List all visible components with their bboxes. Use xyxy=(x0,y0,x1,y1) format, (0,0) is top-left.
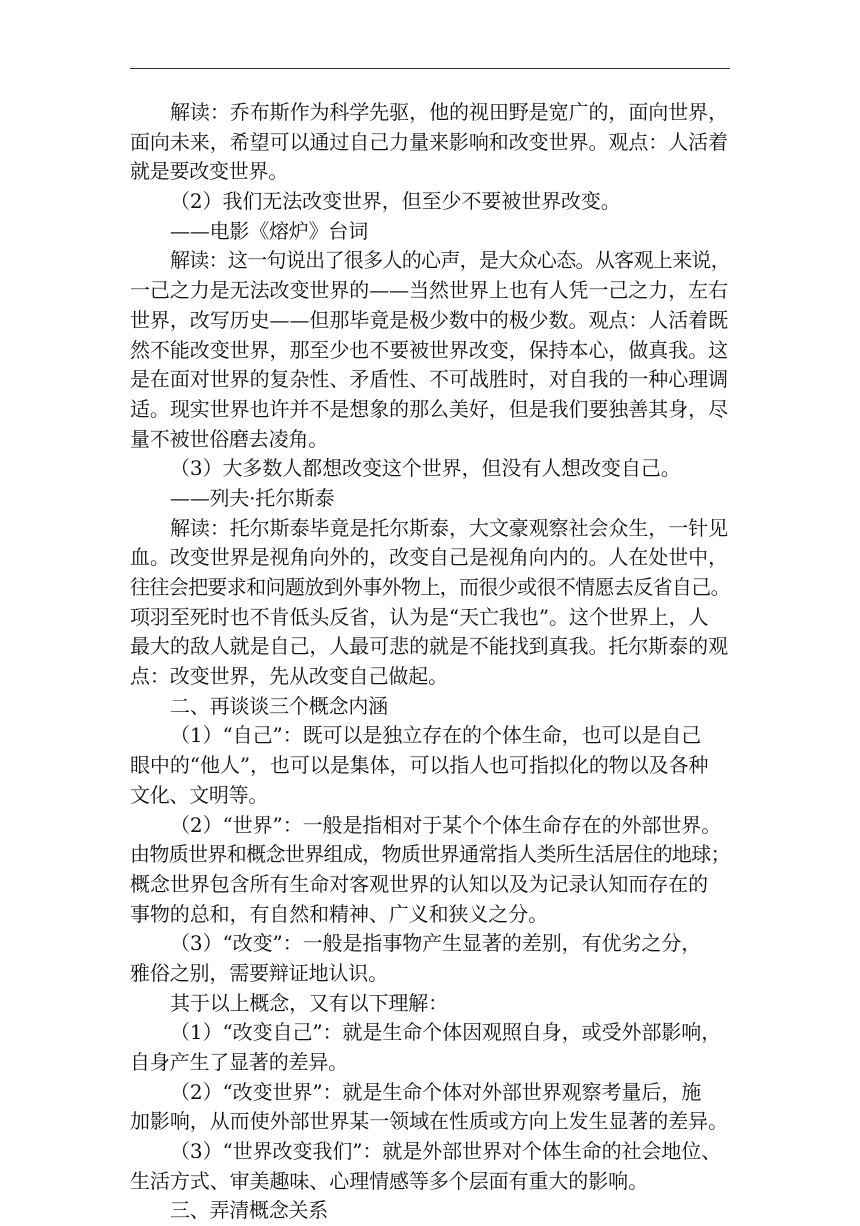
paragraph-line: 生活方式、审美趣味、心理情感等多个层面有重大的影响。 xyxy=(130,1168,648,1193)
paragraph-line-indented: 解读：乔布斯作为科学先驱，他的视田野是宽广的，面向世界， xyxy=(170,100,728,124)
paragraph-line-indented: （2）“世界”：一般是指相对于某个个体生命存在的外部世界。 xyxy=(170,812,722,837)
paragraph-line: 量不被世俗磨去凌角。 xyxy=(130,426,328,451)
paragraph-line: 就是要改变世界。 xyxy=(130,159,288,184)
paragraph-line: 事物的总和，有自然和精神、广义和狭义之分。 xyxy=(130,901,548,926)
paragraph-line-indented: 解读：这一句说出了很多人的心声，是大众心态。从客观上来说， xyxy=(170,248,730,273)
paragraph-line-indented: （3）“世界改变我们”：就是外部世界对个体生命的社会地位、 xyxy=(170,1139,722,1164)
paragraph-line: 是在面对世界的复杂性、矛盾性、不可战胜时，对自我的一种心理调 xyxy=(130,367,728,392)
paragraph-line-indented: ——列夫·托尔斯泰 xyxy=(170,485,335,510)
paragraph-line: 加影响，从而使外部世界某一领域在性质或方向上发生显著的差异。 xyxy=(130,1109,728,1134)
paragraph-line: 面向未来，希望可以通过自己力量来影响和改变世界。观点：人活着 xyxy=(130,129,728,154)
paragraph-line: 然不能改变世界，那至少也不要被世界改变，保持本心，做真我。这 xyxy=(130,337,728,362)
header-rule xyxy=(130,68,730,69)
paragraph-line-indented: （2）“改变世界”：就是生命个体对外部世界观察考量后，施 xyxy=(170,1079,702,1104)
paragraph-line: 往往会把要求和问题放到外事外物上，而很少或很不情愿去反省自己。 xyxy=(130,575,730,599)
paragraph-line: 世界，改写历史——但那毕竟是极少数中的极少数。观点：人活着既 xyxy=(130,307,728,332)
paragraph-line: 血。改变世界是视角向外的，改变自己是视角向内的。人在处世中， xyxy=(130,545,728,570)
paragraph-line: 眼中的“他人”，也可以是集体，可以指人也可指拟化的物以及各种 xyxy=(130,753,709,778)
paragraph-line: 适。现实世界也许并不是想象的那么美好，但是我们要独善其身，尽 xyxy=(130,396,728,421)
paragraph-line-indented: （2）我们无法改变世界，但至少不要被世界改变。 xyxy=(170,189,621,214)
paragraph-line: 概念世界包含所有生命对客观世界的认知以及为记录认知而存在的 xyxy=(130,871,708,896)
paragraph-line-indented: 解读：托尔斯泰毕竟是托尔斯泰，大文豪观察社会众生，一针见 xyxy=(170,515,728,540)
paragraph-line-indented: （1）“自己”：既可以是独立存在的个体生命，也可以是自己 xyxy=(170,723,702,748)
paragraph-line-indented: 二、再谈谈三个概念内涵 xyxy=(170,693,388,718)
paragraph-line: 雅俗之别，需要辩证地认识。 xyxy=(130,960,388,985)
paragraph-line-indented: （1）“改变自己”：就是生命个体因观照自身，或受外部影响， xyxy=(170,1020,722,1045)
paragraph-line: 由物质世界和概念世界组成，物质世界通常指人类所生活居住的地球； xyxy=(130,842,730,867)
paragraph-line: 文化、文明等。 xyxy=(130,782,268,807)
paragraph-line-indented: （3）大多数人都想改变这个世界，但没有人想改变自己。 xyxy=(170,456,681,481)
paragraph-line: 最大的敌人就是自己，人最可悲的就是不能找到真我。托尔斯泰的观 xyxy=(130,634,728,659)
paragraph-line: 点：改变世界，先从改变自己做起。 xyxy=(130,664,448,689)
document-body xyxy=(130,98,732,1226)
paragraph-line-indented: ——电影《熔炉》台词 xyxy=(170,218,368,243)
paragraph-line-indented: （3）“改变”：一般是指事物产生显著的差别，有优劣之分， xyxy=(170,931,702,956)
paragraph-line: 自身产生了显著的差异。 xyxy=(130,1050,348,1074)
paragraph-line-indented: 其于以上概念，又有以下理解： xyxy=(170,990,448,1015)
paragraph-line-indented: 三、弄清概念关系 xyxy=(170,1198,328,1223)
paragraph-line: 项羽至死时也不肯低头反省，认为是“天亡我也”。这个世界上，人 xyxy=(130,604,709,629)
paragraph-line: 一己之力是无法改变世界的——当然世界上也有人凭一己之力，左右 xyxy=(130,278,728,303)
